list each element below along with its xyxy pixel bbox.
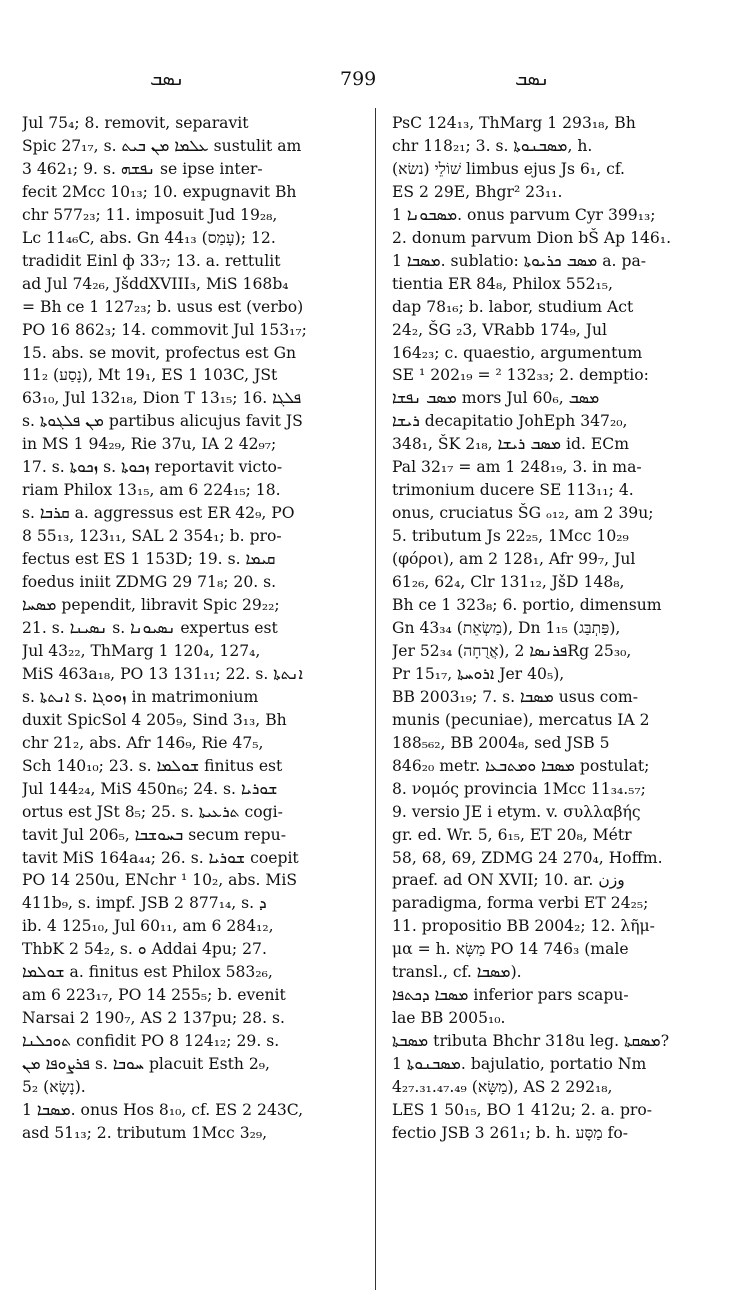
text-line: Jul 43₂₂, ThMarg 1 120₄, 127₄, xyxy=(22,641,261,660)
text-line: transl., cf. ܡܣܒܐ). xyxy=(392,963,522,982)
text-line: ܡܣܒܬܐ tributa Bhchr 318u leg. ܡܣܩܬܐ? xyxy=(392,1032,670,1051)
text-line: 5. tributum Js 22₂₅, 1Mcc 10₂₉ xyxy=(392,527,629,546)
text-line: 164₂₃; c. quaestio, argumentum xyxy=(392,343,643,362)
text-line: ܡܣܒܐ 1. sublatio: ܡܣܒ ܟܪܝܘܬܐ a. pa- xyxy=(392,251,647,270)
text-line: s. ܩܪܒܐ a. aggressus est ER 42₉, PO xyxy=(22,504,295,523)
text-line: PO 14 250u, ENchr ¹ 10₂, abs. MiS xyxy=(22,871,298,890)
text-line: ܫܘܠܡܐ a. finitus est Philox 583₂₆, xyxy=(22,963,273,982)
text-line: tavit MiS 164a₄₄; 26. s. ܫܘܪܝܐ coepit xyxy=(22,848,299,867)
text-line: 24₂, ŠG ₂3, VRabb 174₉, Jul xyxy=(392,320,607,339)
text-line: trimonium ducere SE 113₁₁; 4. xyxy=(392,481,634,500)
text-line: 17. s. ܙܟܘܬܐ s. ܙܟܘܬܐ reportavit victo- xyxy=(22,458,283,477)
text-line: שׁוֹלֵי (נשׂא) limbus ejus Js 6₁, cf. xyxy=(392,159,625,178)
text-line: Pr 15₁₇, ܐܪܘܚܬܐ Jer 40₅), xyxy=(392,664,565,683)
text-line: 15. abs. se movit, profectus est Gn xyxy=(22,343,297,362)
text-line: Pal 32₁₇ = am 1 248₁₉, 3. in ma- xyxy=(392,458,642,477)
text-line: ܡܣܚܐ pependit, libravit Spic 29₂₂; xyxy=(22,596,280,615)
text-line: lae BB 2005₁₀. xyxy=(392,1009,506,1028)
text-line: chr 21₂, abs. Afr 146₉, Rie 47₅, xyxy=(22,733,264,752)
text-line: ܡܣܒܘܢܐ 1. onus parvum Cyr 399₁₃; xyxy=(392,205,656,224)
text-line: fectus est ES 1 153D; 19. s. ܩܝܡܐ xyxy=(22,550,276,569)
text-line: 11₂ (נָסַע), Mt 19₁, ES 1 103C, JSt xyxy=(22,366,278,385)
text-line: (φόροι), am 2 128₁, Afr 99₇, Jul xyxy=(392,550,636,569)
text-line: ܡܣܒܢܘܬܐ 1. bajulatio, portatio Nm xyxy=(392,1055,647,1074)
text-line: ܪܝܫܐ decapitatio JohEph 347₂₀, xyxy=(392,412,628,431)
text-line: ܬܘܟܠܢܐ confidit PO 8 124₁₂; 29. s. xyxy=(22,1032,280,1051)
text-line: tientia ER 84₈, Philox 552₁₅, xyxy=(392,274,613,293)
text-line: s. ܐܢܬܬܐ s. ܙܘܘܓܐ in matrimonium xyxy=(22,687,259,706)
text-line: ܡܣܒܐ ܕܟܬܦܐ inferior pars scapu- xyxy=(392,986,629,1005)
text-line: tavit Jul 206₅, ܒܚܘܫܒܐ secum repu- xyxy=(22,825,286,844)
text-line: munis (pecuniae), mercatus IA 2 xyxy=(392,710,650,729)
text-line: Jul 144₂₄, MiS 450n₆; 24. s. ܫܘܪܝܐ xyxy=(22,779,278,798)
text-line: ib. 4 125₁₀, Jul 60₁₁, am 6 284₁₂, xyxy=(22,917,274,936)
text-line: ES 2 29E, Bhgr² 23₁₁. xyxy=(392,182,563,201)
right-column xyxy=(392,112,724,1287)
text-line: s. ܡܢ ܦܠܓܘܬܐ partibus alicujus favit JS xyxy=(22,412,303,431)
text-line: PsC 124₁₃, ThMarg 1 293₁₈, Bh xyxy=(392,114,636,132)
text-line: 411b₉, s. impf. JSB 2 877₁₄, s. ܕ xyxy=(22,894,267,913)
text-line: 5₂ (נָשָׂא). xyxy=(22,1078,86,1097)
text-line: ortus est JSt 8₅; 25. s. ܬܪܥܝܬܐ cogi- xyxy=(22,802,283,821)
text-line: fecit 2Mcc 10₁₃; 10. expugnavit Bh xyxy=(22,182,297,201)
text-line: asd 51₁₃; 2. tributum 1Mcc 3₂₉, xyxy=(22,1123,268,1142)
text-line: onus, cruciatus ŠG ₒ₁₂, am 2 39u; xyxy=(392,504,654,523)
text-line: gr. ed. Wr. 5, 6₁₅, ET 20₈, Métr xyxy=(392,825,632,844)
text-line: am 6 223₁₇, PO 14 255₅; b. evenit xyxy=(22,986,286,1005)
text-line: ThbK 2 54₂, s. ܘ Addai 4pu; 27. xyxy=(22,940,267,959)
text-line: duxit SpicSol 4 205₉, Sind 3₁₃, Bh xyxy=(22,710,287,729)
text-line: LES 1 50₁₅, BO 1 412u; 2. a. pro- xyxy=(392,1100,653,1119)
text-line: 188₅₆₂, BB 2004₈, sed JSB 5 xyxy=(392,733,610,752)
text-line: Sch 140₁₀; 23. s. ܫܘܠܡܐ finitus est xyxy=(22,756,283,775)
text-line: 21. s. ܢܣܝܢܐ s. ܢܣܝܘܢܐ expertus est xyxy=(22,618,278,637)
column-divider xyxy=(375,108,376,1290)
text-line: 9. versio JE i etym. v. συλλαβής xyxy=(392,802,641,821)
text-line: 3 462₁; 9. s. ܢܦܫܗ se ipse inter- xyxy=(22,159,263,178)
text-line: Bh ce 1 323₈; 6. portio, dimensum xyxy=(392,596,662,615)
text-line: praef. ad ON XVII; 10. ar. وزن xyxy=(392,871,625,890)
text-line: 8. νομός provincia 1Mcc 11₃₄.₅₇; xyxy=(392,779,646,798)
text-line: paradigma, forma verbi ET 24₂₅; xyxy=(392,894,649,913)
text-line: 846₂₀ metr. ܡܣܒܐ ܘܡܬܒܥܐ postulat; xyxy=(392,756,650,775)
text-line: Jul 75₄; 8. removit, separavit xyxy=(22,114,249,132)
text-line: fectio JSB 3 261₁; b. h. מַסָּע fo- xyxy=(392,1123,628,1142)
page-number: 799 xyxy=(340,68,377,90)
text-line: μα = h. מַשָּׂא PO 14 746₃ (male xyxy=(392,940,629,959)
text-line: 63₁₀, Jul 132₁₈, Dion T 13₁₅; 16. ܦܠܓܐ xyxy=(22,389,302,408)
text-line: ܦܪܨܘܦܐ ܡܢ s. ܚܘܒܐ placuit Esth 2₉, xyxy=(22,1055,270,1074)
text-line: foedus iniit ZDMG 29 71₈; 20. s. xyxy=(22,573,277,592)
text-line: 8 55₁₃, 123₁₁, SAL 2 354₁; b. pro- xyxy=(22,527,282,546)
text-line: Narsai 2 190₇, AS 2 137pu; 28. s. xyxy=(22,1009,285,1028)
text-line: Lc 11₄₆C, abs. Gn 44₁₃ (עָמַס); 12. xyxy=(22,228,276,247)
text-line: 4₂₇.₃₁.₄₇.₄₉ (מַשָּׂא), AS 2 292₁₈, xyxy=(392,1078,613,1097)
text-line: chr 577₂₃; 11. imposuit Jud 19₂₈, xyxy=(22,205,278,224)
text-line: 11. propositio BB 2004₂; 12. λῆμ- xyxy=(392,917,655,936)
text-line: Jer 52₃₄ (אֲרֻחָה), ܦܪܢܣܐ 2Rg 25₃₀, xyxy=(392,641,632,660)
text-line: BB 2003₁₉; 7. s. ܡܣܒܐ usus com- xyxy=(392,687,638,706)
text-line: 348₁, ŠK 2₁₈, ܡܣܒ ܪܝܫܐ id. ECm xyxy=(392,435,629,454)
text-line: chr 118₂₁; 3. s. ܡܣܒܢܘܬܐ, h. xyxy=(392,136,593,155)
text-line: ܡܣܒܐ 1. onus Hos 8₁₀, cf. ES 2 243C, xyxy=(22,1100,304,1119)
text-line: 2. donum parvum Dion bŠ Ap 146₁. xyxy=(392,228,672,247)
text-line: 61₂₆, 62₄, Clr 131₁₂, JšD 148₈, xyxy=(392,573,625,592)
text-line: PO 16 862₃; 14. commovit Jul 153₁₇; xyxy=(22,320,307,339)
text-line: Gn 43₃₄ (מַשְׂאֵת), Dn 1₁₅ (פַּתְבַּג), xyxy=(392,618,621,637)
text-line: Spic 27₁₇, s. ܥܠܡܐ ܡܢ ܒܝܬ sustulit am xyxy=(22,136,302,155)
text-line: SE ¹ 202₁₉ = ² 132₃₃; 2. demptio: xyxy=(392,366,649,385)
text-line: in MS 1 94₂₉, Rie 37u, IA 2 42₉₇; xyxy=(22,435,277,454)
text-line: MiS 463a₁₈, PO 13 131₁₁; 22. s. ܐܢܬܬܐ xyxy=(22,664,303,683)
text-line: = Bh ce 1 127₂₃; b. usus est (verbo) xyxy=(22,297,304,316)
text-line: ܡܣܒ ܢܦܫܐ mors Jul 60₆, ܡܣܒ xyxy=(392,389,600,408)
text-line: tradidit Einl ф 33₇; 13. a. rettulit xyxy=(22,251,281,270)
running-head-right: ܢܣܒ xyxy=(515,68,550,90)
text-line: riam Philox 13₁₅, am 6 224₁₅; 18. xyxy=(22,481,281,500)
text-line: 58, 68, 69, ZDMG 24 270₄, Hoffm. xyxy=(392,848,663,867)
text-line: ad Jul 74₂₆, JšddXVIII₃, MiS 168b₄ xyxy=(22,274,289,293)
left-column xyxy=(22,112,354,1287)
running-head-left: ܢܣܒ xyxy=(150,68,185,90)
text-line: dap 78₁₆; b. labor, studium Act xyxy=(392,297,634,316)
